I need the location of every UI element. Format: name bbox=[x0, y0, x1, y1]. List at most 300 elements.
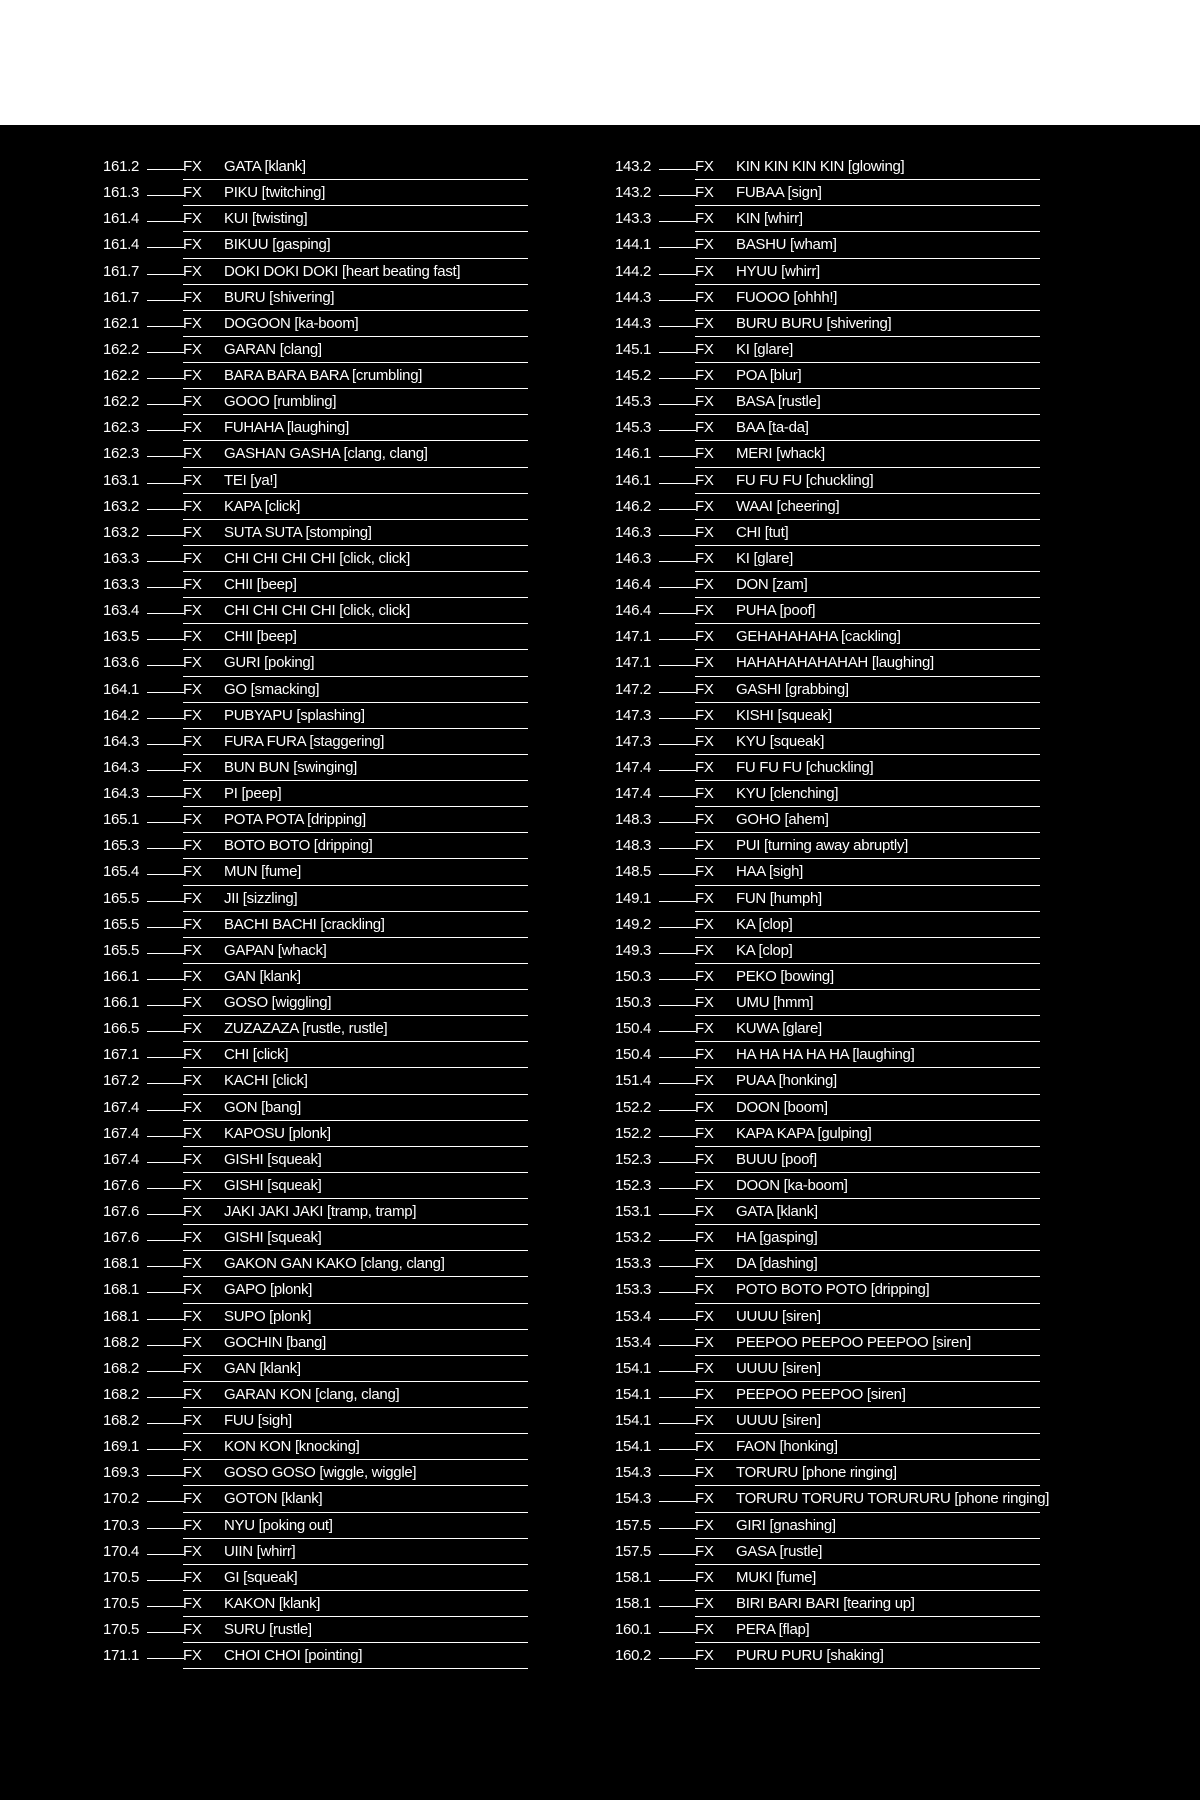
fx-description: GISHI [squeak] bbox=[224, 1176, 322, 1194]
fx-label: FX bbox=[183, 523, 202, 541]
leader-line bbox=[659, 1240, 696, 1241]
leader-line bbox=[147, 300, 184, 301]
fx-entry-row bbox=[615, 1252, 1040, 1278]
fx-entry-row bbox=[615, 1017, 1040, 1043]
fx-label: FX bbox=[183, 549, 202, 567]
leader-line bbox=[659, 1475, 696, 1476]
leader-line bbox=[659, 848, 696, 849]
fx-entry-row bbox=[615, 1174, 1040, 1200]
fx-description: PI [peep] bbox=[224, 785, 282, 802]
fx-label: FX bbox=[183, 1490, 202, 1508]
underline-rule bbox=[183, 649, 528, 650]
fx-label: FX bbox=[183, 1098, 202, 1116]
fx-entry-row bbox=[615, 1148, 1040, 1174]
leader-line bbox=[659, 1554, 696, 1555]
leader-line bbox=[659, 169, 696, 170]
fx-label: FX bbox=[183, 628, 202, 646]
page-panel-ref: 170.5 bbox=[103, 1594, 140, 1612]
fx-description: WAAI [cheering] bbox=[736, 497, 840, 515]
fx-description: BURU [shivering] bbox=[224, 288, 335, 306]
underline-rule bbox=[695, 676, 1040, 677]
fx-entry-row bbox=[103, 286, 528, 312]
fx-entry-row bbox=[615, 913, 1040, 939]
fx-label: FX bbox=[183, 1255, 202, 1273]
fx-description: FU FU FU [chuckling] bbox=[736, 471, 874, 489]
fx-description: DON [zam] bbox=[736, 576, 808, 593]
fx-entry-row bbox=[615, 599, 1040, 625]
fx-label: FX bbox=[695, 1203, 714, 1220]
leader-line bbox=[147, 1606, 184, 1607]
underline-rule bbox=[183, 1172, 528, 1173]
fx-label: FX bbox=[183, 288, 202, 306]
fx-label: FX bbox=[695, 1124, 714, 1142]
fx-label: FX bbox=[695, 445, 714, 463]
fx-entry-row bbox=[103, 469, 528, 495]
page-panel-ref: 146.3 bbox=[615, 523, 652, 541]
fx-entry-row bbox=[615, 651, 1040, 677]
page-panel-ref: 161.7 bbox=[103, 262, 140, 280]
fx-label: FX bbox=[695, 1516, 714, 1534]
page-panel-ref: 170.3 bbox=[103, 1516, 140, 1534]
fx-label: FX bbox=[183, 340, 202, 358]
fx-label: FX bbox=[695, 732, 714, 750]
fx-label: FX bbox=[695, 967, 714, 985]
fx-label: FX bbox=[695, 915, 714, 933]
leader-line bbox=[147, 1632, 184, 1633]
fx-label: FX bbox=[183, 210, 202, 228]
fx-label: FX bbox=[695, 1333, 714, 1351]
fx-description: UUUU [siren] bbox=[736, 1359, 821, 1377]
fx-description: KA [clop] bbox=[736, 941, 793, 959]
fx-description: GARAN [clang] bbox=[224, 340, 322, 358]
underline-rule bbox=[695, 1407, 1040, 1408]
fx-label: FX bbox=[183, 915, 202, 933]
leader-line bbox=[659, 1005, 696, 1006]
fx-description: UMU [hmm] bbox=[736, 994, 814, 1011]
fx-description: GURI [poking] bbox=[224, 654, 315, 672]
underline-rule bbox=[183, 1250, 528, 1251]
fx-description: FUHAHA [laughing] bbox=[224, 419, 349, 437]
page-panel-ref: 154.1 bbox=[615, 1412, 652, 1429]
page-panel-ref: 143.2 bbox=[615, 158, 652, 175]
page-panel-ref: 145.2 bbox=[615, 367, 652, 384]
underline-rule bbox=[183, 310, 528, 311]
fx-entry-row bbox=[103, 573, 528, 599]
fx-description: GI [squeak] bbox=[224, 1568, 298, 1586]
underline-rule bbox=[183, 1303, 528, 1304]
fx-description: HA HA HA HA HA [laughing] bbox=[736, 1046, 915, 1064]
leader-line bbox=[147, 979, 184, 980]
underline-rule bbox=[695, 571, 1040, 572]
fx-description: MUN [fume] bbox=[224, 863, 302, 881]
fx-entry-row bbox=[615, 1435, 1040, 1461]
fx-label: FX bbox=[183, 941, 202, 959]
fx-label: FX bbox=[695, 602, 714, 620]
fx-label: FX bbox=[695, 523, 714, 541]
page-panel-ref: 162.2 bbox=[103, 393, 140, 411]
underline-rule bbox=[695, 362, 1040, 363]
fx-entry-row bbox=[103, 1618, 528, 1644]
underline-rule bbox=[695, 649, 1040, 650]
fx-entry-row bbox=[615, 1331, 1040, 1357]
fx-entry-row bbox=[615, 1226, 1040, 1252]
underline-rule bbox=[695, 1146, 1040, 1147]
page-panel-ref: 152.3 bbox=[615, 1150, 652, 1168]
fx-description: POTO BOTO POTO [dripping] bbox=[736, 1281, 930, 1299]
fx-entry-row bbox=[103, 495, 528, 521]
leader-line bbox=[659, 692, 696, 693]
fx-label: FX bbox=[183, 1203, 202, 1220]
page-panel-ref: 161.2 bbox=[103, 158, 140, 175]
underline-rule bbox=[183, 1015, 528, 1016]
fx-entry-row bbox=[103, 1514, 528, 1540]
leader-line bbox=[659, 1528, 696, 1529]
fx-label: FX bbox=[183, 367, 202, 384]
fx-description: NYU [poking out] bbox=[224, 1516, 333, 1534]
leader-line bbox=[659, 274, 696, 275]
leader-line bbox=[147, 1449, 184, 1450]
underline-rule bbox=[183, 493, 528, 494]
page-panel-ref: 144.3 bbox=[615, 314, 652, 332]
underline-rule bbox=[695, 728, 1040, 729]
underline-rule bbox=[183, 676, 528, 677]
fx-label: FX bbox=[695, 1542, 714, 1560]
page-panel-ref: 161.7 bbox=[103, 288, 140, 306]
leader-line bbox=[147, 1580, 184, 1581]
underline-rule bbox=[183, 1041, 528, 1042]
page-panel-ref: 147.4 bbox=[615, 758, 652, 776]
underline-rule bbox=[695, 1303, 1040, 1304]
underline-rule bbox=[695, 1616, 1040, 1617]
fx-description: GOSO [wiggling] bbox=[224, 994, 332, 1011]
fx-label: FX bbox=[695, 1594, 714, 1612]
fx-entry-row bbox=[615, 782, 1040, 808]
page-panel-ref: 151.4 bbox=[615, 1072, 652, 1090]
fx-label: FX bbox=[183, 576, 202, 593]
underline-rule bbox=[183, 1642, 528, 1643]
leader-line bbox=[659, 378, 696, 379]
fx-description: GAN [klank] bbox=[224, 967, 301, 985]
page-panel-ref: 170.4 bbox=[103, 1542, 140, 1560]
fx-entry-row bbox=[103, 1331, 528, 1357]
fx-label: FX bbox=[695, 576, 714, 593]
fx-label: FX bbox=[183, 1464, 202, 1482]
leader-line bbox=[659, 1580, 696, 1581]
page-panel-ref: 144.2 bbox=[615, 262, 652, 280]
fx-entry-row bbox=[103, 651, 528, 677]
fx-description: CHI [tut] bbox=[736, 523, 789, 541]
page-panel-ref: 167.2 bbox=[103, 1072, 140, 1090]
fx-description: GO [smacking] bbox=[224, 680, 320, 698]
fx-entry-row bbox=[103, 1174, 528, 1200]
fx-label: FX bbox=[695, 994, 714, 1011]
leader-line bbox=[147, 927, 184, 928]
underline-rule bbox=[695, 702, 1040, 703]
fx-entry-row bbox=[615, 547, 1040, 573]
underline-rule bbox=[695, 1172, 1040, 1173]
underline-rule bbox=[695, 1538, 1040, 1539]
leader-line bbox=[147, 378, 184, 379]
leader-line bbox=[659, 874, 696, 875]
page-panel-ref: 170.5 bbox=[103, 1621, 140, 1638]
page-panel-ref: 160.1 bbox=[615, 1621, 652, 1638]
underline-rule bbox=[695, 1224, 1040, 1225]
fx-entry-row bbox=[615, 704, 1040, 730]
fx-description: KYU [squeak] bbox=[736, 732, 825, 750]
fx-label: FX bbox=[183, 994, 202, 1011]
fx-description: CHI CHI CHI CHI [click, click] bbox=[224, 549, 411, 567]
leader-line bbox=[147, 901, 184, 902]
fx-description: KAKON [klank] bbox=[224, 1594, 321, 1612]
leader-line bbox=[147, 221, 184, 222]
page-panel-ref: 161.4 bbox=[103, 210, 140, 228]
leader-line bbox=[659, 1110, 696, 1111]
fx-label: FX bbox=[695, 1150, 714, 1168]
page-panel-ref: 147.2 bbox=[615, 680, 652, 698]
fx-label: FX bbox=[695, 758, 714, 776]
page-panel-ref: 163.4 bbox=[103, 602, 140, 620]
leader-line bbox=[659, 1632, 696, 1633]
underline-rule bbox=[183, 1067, 528, 1068]
fx-label: FX bbox=[183, 393, 202, 411]
underline-rule bbox=[695, 467, 1040, 468]
underline-rule bbox=[695, 545, 1040, 546]
fx-label: FX bbox=[183, 497, 202, 515]
page-panel-ref: 168.2 bbox=[103, 1333, 140, 1351]
leader-line bbox=[147, 1501, 184, 1502]
fx-description: PUHA [poof] bbox=[736, 602, 816, 620]
underline-rule bbox=[183, 1485, 528, 1486]
underline-rule bbox=[183, 1094, 528, 1095]
underline-rule bbox=[183, 179, 528, 180]
leader-line bbox=[147, 848, 184, 849]
leader-line bbox=[147, 1292, 184, 1293]
page-panel-ref: 147.1 bbox=[615, 654, 652, 672]
leader-line bbox=[147, 456, 184, 457]
fx-label: FX bbox=[183, 1359, 202, 1377]
leader-line bbox=[659, 822, 696, 823]
page-panel-ref: 145.3 bbox=[615, 393, 652, 411]
fx-description: KAPOSU [plonk] bbox=[224, 1124, 331, 1142]
underline-rule bbox=[183, 1433, 528, 1434]
fx-label: FX bbox=[695, 210, 714, 228]
leader-line bbox=[659, 1345, 696, 1346]
fx-description: KON KON [knocking] bbox=[224, 1438, 360, 1456]
leader-line bbox=[659, 404, 696, 405]
fx-label: FX bbox=[695, 236, 714, 254]
underline-rule bbox=[183, 1668, 528, 1669]
fx-label: FX bbox=[183, 1385, 202, 1403]
underline-rule bbox=[183, 362, 528, 363]
fx-label: FX bbox=[695, 1621, 714, 1638]
underline-rule bbox=[183, 780, 528, 781]
fx-entry-row bbox=[615, 260, 1040, 286]
page-panel-ref: 162.3 bbox=[103, 419, 140, 437]
leader-line bbox=[659, 561, 696, 562]
fx-entry-row bbox=[103, 1226, 528, 1252]
fx-label: FX bbox=[183, 1412, 202, 1429]
leader-line bbox=[659, 718, 696, 719]
fx-label: FX bbox=[695, 1046, 714, 1064]
page-panel-ref: 146.1 bbox=[615, 471, 652, 489]
fx-entry-row bbox=[615, 834, 1040, 860]
leader-line bbox=[659, 1606, 696, 1607]
leader-line bbox=[147, 326, 184, 327]
underline-rule bbox=[183, 1590, 528, 1591]
page-panel-ref: 166.5 bbox=[103, 1020, 140, 1038]
leader-line bbox=[147, 744, 184, 745]
fx-description: KACHI [click] bbox=[224, 1072, 308, 1090]
fx-entry-row bbox=[615, 521, 1040, 547]
fx-label: FX bbox=[695, 1568, 714, 1586]
underline-rule bbox=[183, 414, 528, 415]
fx-label: FX bbox=[695, 654, 714, 672]
underline-rule bbox=[183, 623, 528, 624]
leader-line bbox=[147, 1528, 184, 1529]
underline-rule bbox=[695, 493, 1040, 494]
leader-line bbox=[147, 430, 184, 431]
fx-entry-row bbox=[103, 1644, 528, 1670]
leader-line bbox=[659, 352, 696, 353]
fx-label: FX bbox=[183, 837, 202, 855]
leader-line bbox=[659, 927, 696, 928]
fx-label: FX bbox=[695, 837, 714, 855]
leader-line bbox=[147, 874, 184, 875]
leader-line bbox=[659, 1423, 696, 1424]
fx-description: FUU [sigh] bbox=[224, 1412, 292, 1429]
fx-label: FX bbox=[183, 262, 202, 280]
fx-description: BURU BURU [shivering] bbox=[736, 314, 892, 332]
leader-line bbox=[659, 770, 696, 771]
leader-line bbox=[659, 247, 696, 248]
underline-rule bbox=[183, 440, 528, 441]
fx-entry-row bbox=[615, 469, 1040, 495]
fx-description: TORURU TORURU TORURURU [phone ringing] bbox=[736, 1490, 1050, 1508]
leader-line bbox=[147, 509, 184, 510]
underline-rule bbox=[695, 754, 1040, 755]
page-panel-ref: 163.3 bbox=[103, 576, 140, 593]
fx-description: CHII [beep] bbox=[224, 628, 297, 646]
underline-rule bbox=[695, 388, 1040, 389]
page-panel-ref: 163.2 bbox=[103, 523, 140, 541]
underline-rule bbox=[183, 1146, 528, 1147]
fx-entry-row bbox=[615, 442, 1040, 468]
fx-entry-row bbox=[615, 1461, 1040, 1487]
fx-description: KIN [whirr] bbox=[736, 210, 803, 228]
fx-entry-row bbox=[103, 782, 528, 808]
page-panel-ref: 164.3 bbox=[103, 785, 140, 802]
underline-rule bbox=[695, 1433, 1040, 1434]
fx-entry-row bbox=[103, 808, 528, 834]
leader-line bbox=[147, 796, 184, 797]
fx-label: FX bbox=[695, 340, 714, 358]
underline-rule bbox=[183, 1276, 528, 1277]
fx-entry-row bbox=[103, 625, 528, 651]
fx-entry-row bbox=[615, 730, 1040, 756]
fx-description: HYUU [whirr] bbox=[736, 262, 820, 280]
underline-rule bbox=[183, 1538, 528, 1539]
leader-line bbox=[147, 195, 184, 196]
fx-entry-row bbox=[103, 233, 528, 259]
fx-entry-row bbox=[103, 1305, 528, 1331]
fx-entry-row bbox=[615, 1278, 1040, 1304]
fx-description: GOTON [klank] bbox=[224, 1490, 323, 1508]
page-panel-ref: 150.4 bbox=[615, 1046, 652, 1064]
page-panel-ref: 146.2 bbox=[615, 497, 652, 515]
fx-entry-row bbox=[615, 1357, 1040, 1383]
fx-entry-row bbox=[615, 1566, 1040, 1592]
fx-entry-row bbox=[615, 1069, 1040, 1095]
underline-rule bbox=[183, 937, 528, 938]
page-panel-ref: 166.1 bbox=[103, 994, 140, 1011]
fx-description: KYU [clenching] bbox=[736, 785, 839, 802]
page-panel-ref: 153.4 bbox=[615, 1307, 652, 1325]
fx-label: FX bbox=[695, 889, 714, 907]
leader-line bbox=[147, 639, 184, 640]
page-panel-ref: 146.4 bbox=[615, 602, 652, 620]
fx-description: CHI [click] bbox=[224, 1046, 289, 1064]
underline-rule bbox=[695, 414, 1040, 415]
fx-description: DA [dashing] bbox=[736, 1255, 818, 1273]
fx-entry-row bbox=[103, 390, 528, 416]
fx-label: FX bbox=[695, 549, 714, 567]
fx-entry-row bbox=[103, 1435, 528, 1461]
leader-line bbox=[147, 404, 184, 405]
fx-description: GON [bang] bbox=[224, 1098, 302, 1116]
leader-line bbox=[659, 1292, 696, 1293]
underline-rule bbox=[695, 1067, 1040, 1068]
underline-rule bbox=[183, 284, 528, 285]
fx-description: PIKU [twitching] bbox=[224, 184, 326, 202]
underline-rule bbox=[695, 1120, 1040, 1121]
leader-line bbox=[147, 1371, 184, 1372]
fx-description: FURA FURA [staggering] bbox=[224, 732, 385, 750]
fx-description: GASA [rustle] bbox=[736, 1542, 823, 1560]
fx-description: DOKI DOKI DOKI [heart beating fast] bbox=[224, 262, 461, 280]
page-panel-ref: 153.3 bbox=[615, 1281, 652, 1299]
sound-effects-column-right bbox=[615, 155, 1050, 1670]
fx-label: FX bbox=[183, 785, 202, 802]
page-panel-ref: 158.1 bbox=[615, 1594, 652, 1612]
fx-description: PUAA [honking] bbox=[736, 1072, 837, 1090]
fx-entry-row bbox=[103, 1592, 528, 1618]
fx-entry-row bbox=[615, 808, 1040, 834]
leader-line bbox=[147, 561, 184, 562]
fx-description: DOON [boom] bbox=[736, 1098, 828, 1116]
fx-description: BARA BARA BARA [crumbling] bbox=[224, 367, 423, 384]
leader-line bbox=[147, 822, 184, 823]
fx-description: GAPAN [whack] bbox=[224, 941, 327, 959]
underline-rule bbox=[695, 597, 1040, 598]
leader-line bbox=[147, 1266, 184, 1267]
fx-entry-row bbox=[103, 913, 528, 939]
fx-entry-row bbox=[615, 965, 1040, 991]
page-panel-ref: 149.1 bbox=[615, 889, 652, 907]
underline-rule bbox=[183, 858, 528, 859]
underline-rule bbox=[695, 1485, 1040, 1486]
leader-line bbox=[147, 1083, 184, 1084]
fx-entry-row bbox=[615, 1618, 1040, 1644]
page-panel-ref: 164.2 bbox=[103, 706, 140, 724]
underline-rule bbox=[183, 1329, 528, 1330]
page-panel-ref: 154.1 bbox=[615, 1438, 652, 1456]
fx-entry-row bbox=[615, 1383, 1040, 1409]
fx-label: FX bbox=[183, 1020, 202, 1038]
fx-entry-row bbox=[103, 1096, 528, 1122]
underline-rule bbox=[183, 1407, 528, 1408]
leader-line bbox=[147, 718, 184, 719]
underline-rule bbox=[183, 885, 528, 886]
